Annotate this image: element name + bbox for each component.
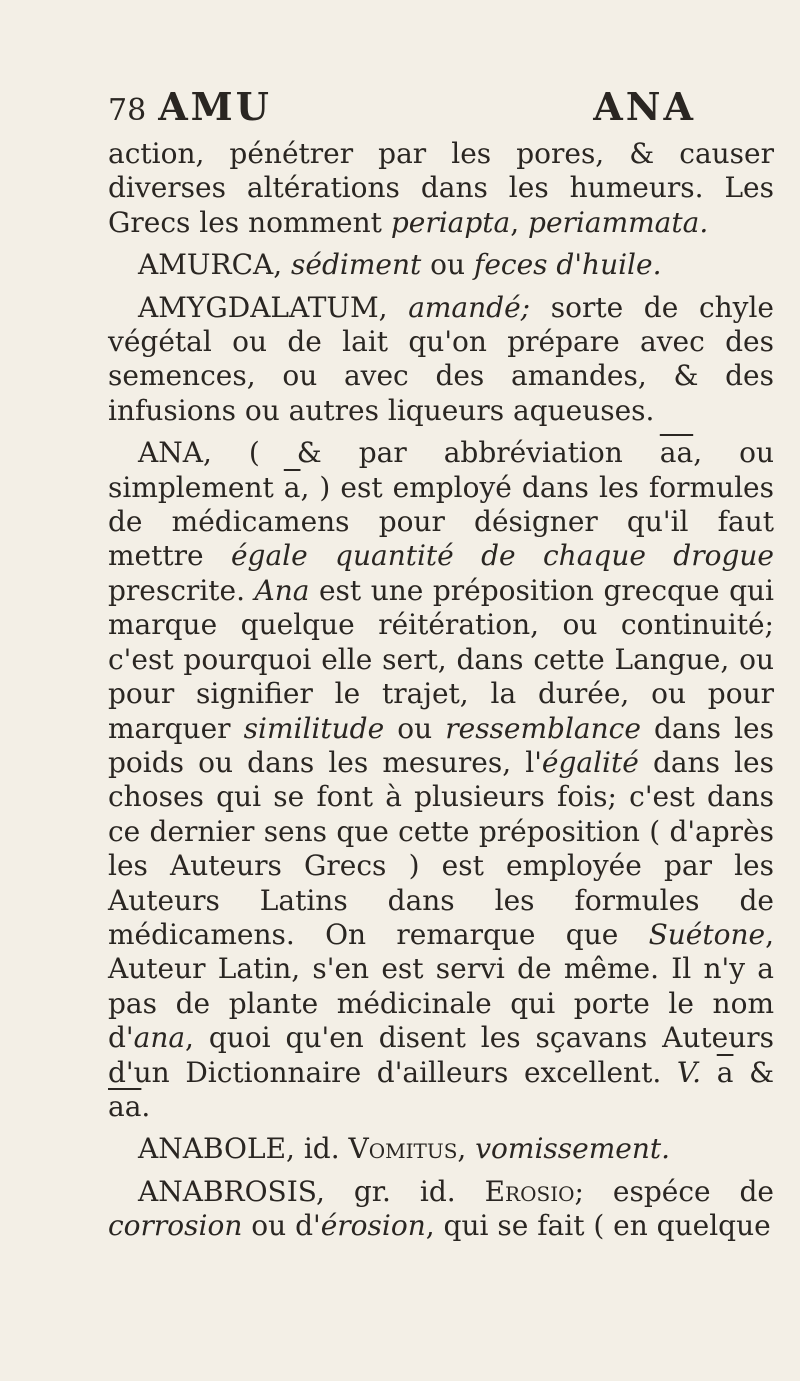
running-header [108, 84, 774, 129]
paragraph-continuation: action, pénétrer par les pores, & causer diverses altérations dans les humeurs. Les Grecs les nomment periapta, periammata. [108, 137, 774, 239]
header-left-word: AMU [158, 84, 272, 129]
body-text [108, 137, 774, 1244]
header-right-word: ANA [593, 84, 696, 129]
page-number: 78 [108, 93, 147, 128]
entry-anabrosis: ANABROSIS, gr. id. Erosio; espéce de corrosion ou d'érosion, qui se fait ( en quelque [108, 1174, 774, 1243]
entry-amygdalatum: AMYGDALATUM, amandé; sorte de chyle végétal ou de lait qu'on prépare avec des semences, ou avec des amandes, & des infusions ou autres liqueurs aqueuses. [108, 290, 774, 427]
entry-ana: ANA, ( & par abbréviation $\overline{aa}$, ou simplement $\overline{a}$, ) est employé dans les formules de médicamens pour désigner qu'il faut mettre égale quantité de chaque drogue prescrite. Ana est une préposition grecque qui marque quelque réitération, ou continuité; c'est pourquoi elle sert, dans cette Langue, ou pour signifier le trajet, la durée, ou pour marquer similitude ou ressemblance dans les poids ou dans les mesures, l'égalité dans les choses qui se font à plusieurs fois; c'est dans ce dernier sens que cette préposition ( d'après les Auteurs Grecs ) est employée par les Auteurs Latins dans les formules de médicamens. On remarque que Suétone, Auteur Latin, s'en est servi de même. Il n'y a pas de plante médicinale qui porte le nom d'ana, quoi qu'en disent les sçavans Auteurs d'un Dictionnaire d'ailleurs excellent. V. $\overline{a}$ & $\overline{aa}$. [108, 436, 774, 1123]
entry-amurca: AMURCA, sédiment ou feces d'huile. [138, 248, 662, 282]
entry-anabole: ANABOLE, id. Vomitus, vomissement. [138, 1132, 671, 1166]
